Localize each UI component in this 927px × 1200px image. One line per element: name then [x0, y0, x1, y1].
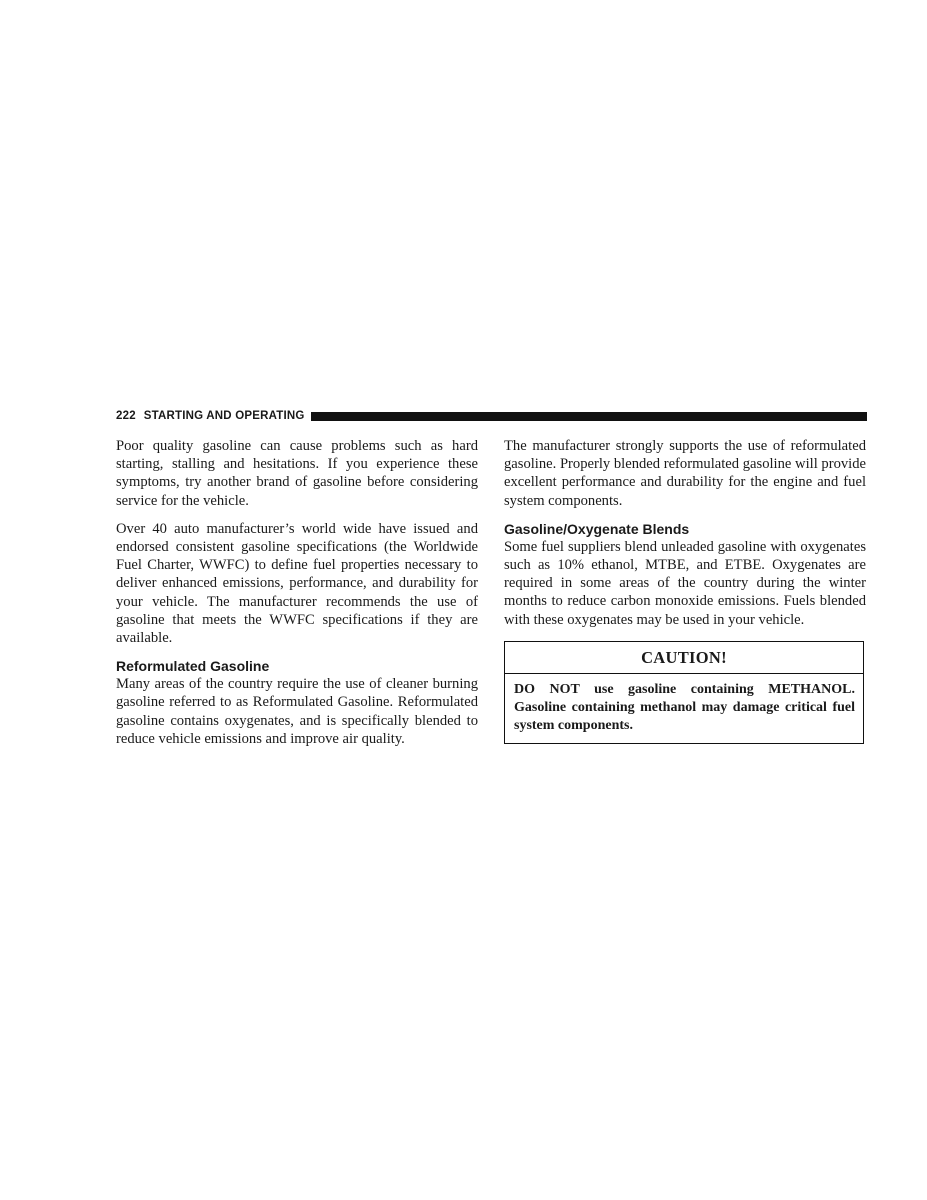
paragraph-oxygenates: Some fuel suppliers blend unleaded gasoline with oxygenates such as 10% ethanol, MTBE, and ETBE. Oxygenates are required in some areas of the country during the winter months to reduce carbon monoxide emissions. Fuels blended with these oxygenates may be used in your vehicle. [504, 538, 866, 628]
paragraph-manufacturer-supports: The manufacturer strongly supports the use of reformulated gasoline. Properly blended reformulated gasoline will provide excellent performance and durability for the engine and fuel system components. [504, 438, 866, 509]
page-header [116, 408, 867, 424]
heading-reformulated-gasoline: Reformulated Gasoline [116, 658, 270, 675]
caution-title: CAUTION! [505, 642, 863, 674]
right-column [504, 437, 866, 744]
paragraph-reformulated: Many areas of the country require the use of cleaner burning gasoline referred to as Reformulated Gasoline. Reformulated gasoline contains oxygenates, and is specifically blended to reduce vehicle emissions and improve air quality. [116, 676, 478, 747]
caution-box [504, 641, 864, 745]
page-number: 222 [116, 410, 136, 422]
left-column [116, 437, 478, 758]
section-title: STARTING AND OPERATING [143, 410, 305, 422]
caution-text: DO NOT use gasoline containing METHANOL. Gasoline containing methanol may damage critical fuel system components. [514, 681, 855, 734]
header-rule [311, 412, 867, 421]
heading-oxygenate-blends: Gasoline/Oxygenate Blends [504, 520, 690, 537]
paragraph-wwfc: Over 40 auto manufacturer’s world wide have issued and endorsed consistent gasoline specifications (the Worldwide Fuel Charter, WWFC) to define fuel properties necessary to deliver enhanced emissions, performance, and durability for your vehicle. The manufacturer recommends the use of gasoline that meets the WWFC specifications if they are available. [116, 520, 478, 647]
paragraph-poor-quality: Poor quality gasoline can cause problems such as hard starting, stalling and hesitations. If you experience these symptoms, try another brand of gasoline before considering service for the vehicle. [116, 438, 478, 509]
